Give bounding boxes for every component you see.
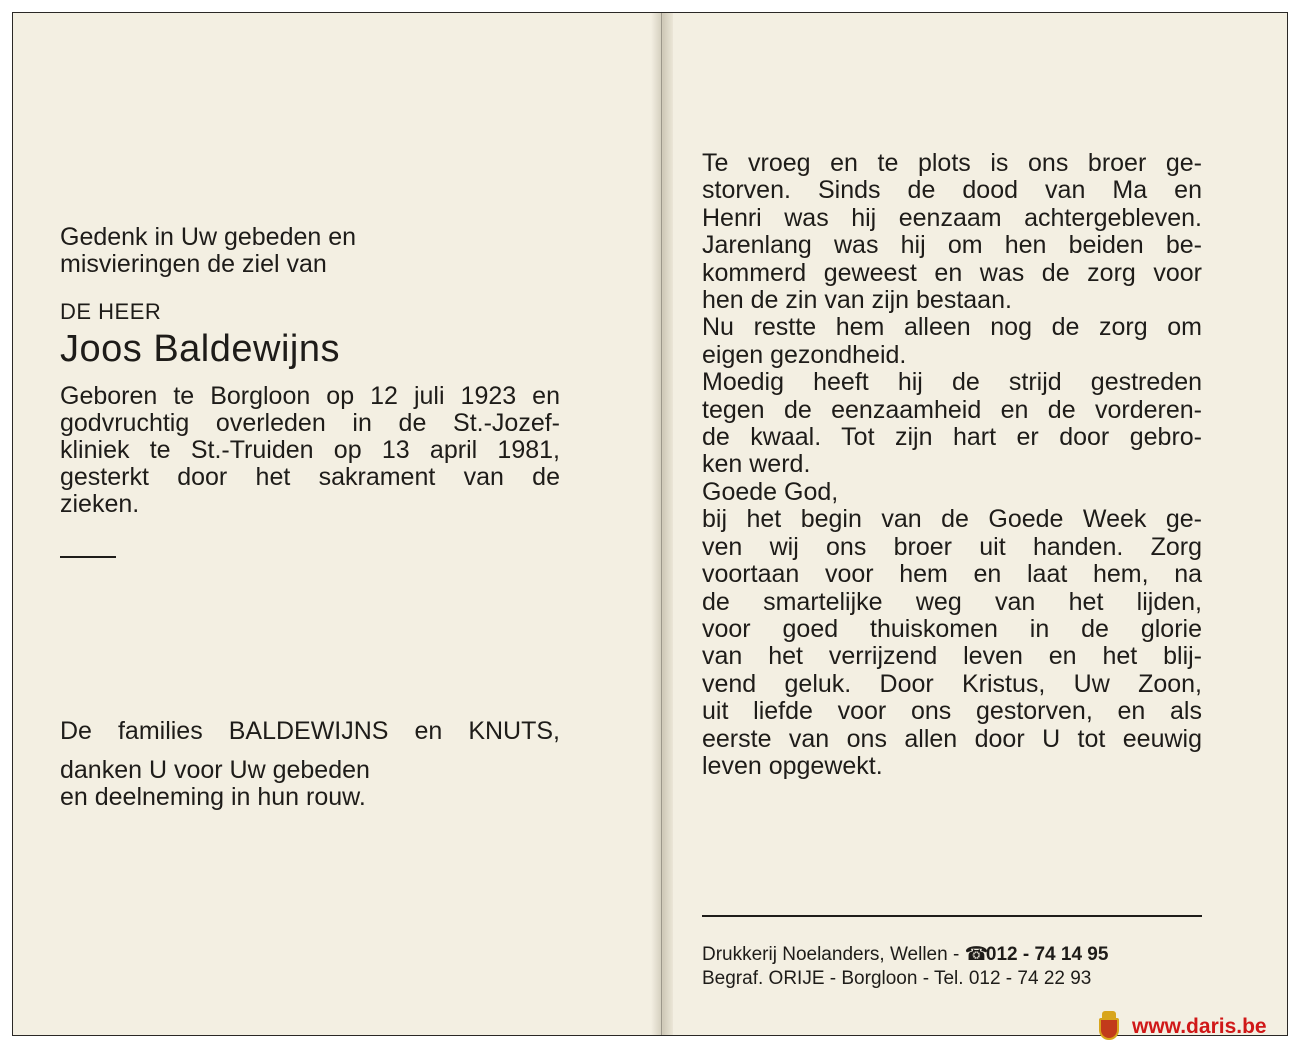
prayer-line: eerste van ons allen door U tot eeuwig bbox=[702, 724, 1202, 753]
prayer-line: hen de zin van zijn bestaan. bbox=[702, 286, 1012, 315]
prayer-line: voor goed thuiskomen in de glorie bbox=[702, 614, 1202, 643]
telephone-icon: ☎ bbox=[964, 944, 989, 965]
families-line: De families BALDEWIJNS en KNUTS, bbox=[60, 717, 560, 745]
printer-line-1 bbox=[702, 943, 1212, 967]
watermark-text: www.daris.be bbox=[1132, 1015, 1267, 1038]
bio-line: kliniek te St.-Truiden op 13 april 1981, bbox=[60, 436, 560, 464]
honorific-title: DE HEER bbox=[60, 299, 162, 324]
prayer-line: uit liefde voor ons gestorven, en als bbox=[702, 697, 1202, 726]
separator-dash bbox=[60, 556, 116, 558]
prayer-line: tegen de eenzaamheid en de vorderen- bbox=[702, 395, 1202, 424]
printer-info bbox=[702, 943, 1212, 991]
bio-line: godvruchtig overleden in de St.-Jozef- bbox=[60, 409, 560, 437]
prayer-line: Henri was hij eenzaam achtergebleven. bbox=[702, 203, 1202, 232]
bio-line: zieken. bbox=[60, 490, 140, 518]
prayer-line: van het verrijzend leven en het blij- bbox=[702, 642, 1202, 671]
prayer-line: bij het begin van de Goede Week ge- bbox=[702, 505, 1202, 534]
thanks-line-1: danken U voor Uw gebeden bbox=[60, 756, 370, 784]
prayer-line: kommerd geweest en was de zorg voor bbox=[702, 258, 1202, 287]
prayer-line: storven. Sinds de dood van Ma en bbox=[702, 176, 1202, 205]
watermark bbox=[1096, 1010, 1267, 1044]
thanks-line-2: en deelneming in hun rouw. bbox=[60, 783, 366, 811]
prayer-line: vend geluk. Door Kristus, Uw Zoon, bbox=[702, 669, 1202, 698]
card-fold bbox=[651, 13, 673, 1035]
intro-line-1: Gedenk in Uw gebeden en bbox=[60, 223, 357, 251]
printer-separator bbox=[702, 915, 1202, 917]
prayer-line: Moedig heeft hij de strijd gestreden bbox=[702, 368, 1202, 397]
bio-line: gesterkt door het sakrament van de bbox=[60, 463, 560, 491]
prayer-line: eigen gezondheid. bbox=[702, 340, 907, 369]
prayer-line: de kwaal. Tot zijn hart er door gebro- bbox=[702, 423, 1202, 452]
prayer-line: Goede God, bbox=[702, 477, 839, 506]
prayer-line: Jarenlang was hij om hen beiden be- bbox=[702, 231, 1202, 260]
left-page bbox=[60, 224, 560, 811]
prayer-line: leven opgewekt. bbox=[702, 751, 883, 780]
prayer-line: Nu restte hem alleen nog de zorg om bbox=[702, 313, 1202, 342]
bio-line: Geboren te Borgloon op 12 juli 1923 en bbox=[60, 382, 560, 410]
prayer-line: voortaan voor hem en laat hem, na bbox=[702, 560, 1202, 589]
crest-icon bbox=[1096, 1011, 1122, 1043]
prayer-line: ven wij ons broer uit handen. Zorg bbox=[702, 532, 1202, 561]
printer-line-2: Begraf. ORIJE - Borgloon - Tel. 012 - 74 22 93 bbox=[702, 968, 1092, 989]
printer-name: Drukkerij Noelanders, Wellen - bbox=[702, 944, 960, 965]
prayer-line: ken werd. bbox=[702, 450, 811, 479]
prayer-line: de smartelijke weg van het lijden, bbox=[702, 587, 1202, 616]
fold-crease bbox=[661, 13, 662, 1035]
deceased-name: Joos Baldewijns bbox=[60, 328, 340, 370]
intro-line-2: misvieringen de ziel van bbox=[60, 250, 327, 278]
prayer-line: Te vroeg en te plots is ons broer ge- bbox=[702, 149, 1202, 177]
printer-phone: 012 - 74 14 95 bbox=[985, 944, 1109, 965]
right-page-prayer bbox=[702, 150, 1202, 780]
